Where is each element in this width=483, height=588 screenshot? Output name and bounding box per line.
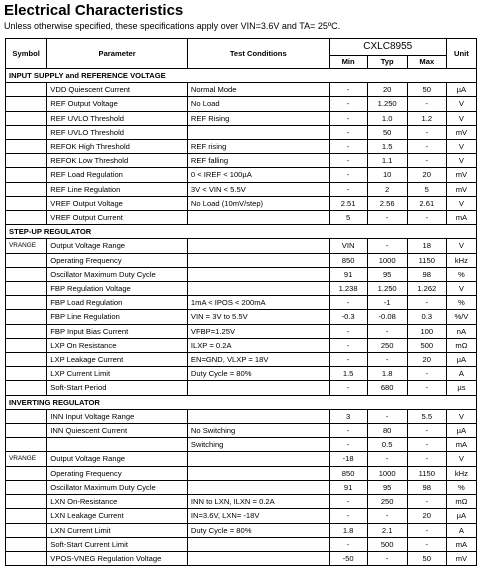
- parameter-cell: Soft-Start Current Limit: [47, 537, 188, 551]
- unit-cell: %/V: [446, 310, 476, 324]
- table-row: [6, 310, 477, 324]
- max-cell: -: [407, 537, 446, 551]
- condition-cell: VFBP=1.25V: [187, 324, 329, 338]
- max-cell: 1.262: [407, 282, 446, 296]
- condition-cell: REF Rising: [187, 111, 329, 125]
- symbol-cell: [6, 182, 47, 196]
- max-cell: -: [407, 367, 446, 381]
- max-cell: 98: [407, 267, 446, 281]
- unit-cell: mV: [446, 551, 476, 565]
- parameter-cell: REF UVLO Threshold: [47, 111, 188, 125]
- typ-cell: 1.1: [367, 154, 407, 168]
- parameter-cell: LXN On-Resistance: [47, 495, 188, 509]
- symbol-cell: [6, 409, 47, 423]
- condition-cell: ILXP = 0.2A: [187, 338, 329, 352]
- parameter-cell: FBP Load Regulation: [47, 296, 188, 310]
- section-title: INVERTING REGULATOR: [6, 395, 477, 409]
- table-row: [6, 353, 477, 367]
- page-subtitle: Unless otherwise specified, these specifications apply over VIN=3.6V and TA= 25ºC.: [4, 21, 341, 31]
- typ-cell: 1000: [367, 466, 407, 480]
- symbol-cell: [6, 424, 47, 438]
- max-cell: 100: [407, 324, 446, 338]
- table-row: [6, 83, 477, 97]
- table-row: [6, 253, 477, 267]
- unit-cell: mΩ: [446, 338, 476, 352]
- symbol-cell: [6, 438, 47, 452]
- parameter-cell: LXN Current Limit: [47, 523, 188, 537]
- parameter-cell: Oscillator Maximum Duty Cycle: [47, 480, 188, 494]
- parameter-cell: VREF Output Current: [47, 211, 188, 225]
- header-max: Max: [407, 56, 446, 69]
- symbol-cell: VRANGE: [6, 452, 47, 466]
- max-cell: 500: [407, 338, 446, 352]
- table-row: [6, 466, 477, 480]
- condition-cell: Duty Cycle = 80%: [187, 367, 329, 381]
- unit-cell: nA: [446, 324, 476, 338]
- typ-cell: -1: [367, 296, 407, 310]
- typ-cell: 250: [367, 338, 407, 352]
- symbol-cell: [6, 324, 47, 338]
- max-cell: -: [407, 424, 446, 438]
- table-row: [6, 509, 477, 523]
- min-cell: -: [329, 424, 367, 438]
- typ-cell: 250: [367, 495, 407, 509]
- condition-cell: [187, 381, 329, 395]
- condition-cell: [187, 452, 329, 466]
- unit-cell: µA: [446, 353, 476, 367]
- symbol-cell: [6, 523, 47, 537]
- table-row: [6, 523, 477, 537]
- typ-cell: 1.5: [367, 140, 407, 154]
- unit-cell: %: [446, 480, 476, 494]
- typ-cell: 95: [367, 480, 407, 494]
- min-cell: -: [329, 97, 367, 111]
- unit-cell: mA: [446, 438, 476, 452]
- max-cell: 0.3: [407, 310, 446, 324]
- parameter-cell: INN Input Voltage Range: [47, 409, 188, 423]
- min-cell: -: [329, 381, 367, 395]
- condition-cell: [187, 409, 329, 423]
- max-cell: -: [407, 296, 446, 310]
- condition-cell: No Load: [187, 97, 329, 111]
- symbol-cell: [6, 125, 47, 139]
- symbol-cell: [6, 353, 47, 367]
- max-cell: 2.61: [407, 196, 446, 210]
- header-min: Min: [329, 56, 367, 69]
- symbol-cell: [6, 196, 47, 210]
- max-cell: 50: [407, 83, 446, 97]
- symbol-cell: [6, 466, 47, 480]
- table-row: [6, 480, 477, 494]
- condition-cell: [187, 239, 329, 253]
- table-row: [6, 409, 477, 423]
- max-cell: 5: [407, 182, 446, 196]
- typ-cell: 10: [367, 168, 407, 182]
- min-cell: -50: [329, 551, 367, 565]
- max-cell: 1150: [407, 253, 446, 267]
- max-cell: 5.5: [407, 409, 446, 423]
- table-row: [6, 168, 477, 182]
- condition-cell: [187, 211, 329, 225]
- min-cell: 1.5: [329, 367, 367, 381]
- parameter-cell: LXP Leakage Current: [47, 353, 188, 367]
- unit-cell: V: [446, 282, 476, 296]
- header-parameter: Parameter: [47, 39, 188, 69]
- min-cell: -: [329, 111, 367, 125]
- condition-cell: INN to LXN, ILXN = 0.2A: [187, 495, 329, 509]
- typ-cell: 2.56: [367, 196, 407, 210]
- unit-cell: V: [446, 97, 476, 111]
- section-title: INPUT SUPPLY and REFERENCE VOLTAGE: [6, 69, 477, 83]
- typ-cell: 1.250: [367, 97, 407, 111]
- condition-cell: [187, 537, 329, 551]
- typ-cell: 50: [367, 125, 407, 139]
- table-body: [6, 69, 477, 566]
- unit-cell: V: [446, 239, 476, 253]
- condition-cell: [187, 282, 329, 296]
- unit-cell: A: [446, 523, 476, 537]
- min-cell: 2.51: [329, 196, 367, 210]
- table-row: [6, 282, 477, 296]
- min-cell: -: [329, 140, 367, 154]
- unit-cell: V: [446, 409, 476, 423]
- symbol-cell: VRANGE: [6, 239, 47, 253]
- symbol-cell: [6, 296, 47, 310]
- table-row: [6, 111, 477, 125]
- unit-cell: mA: [446, 537, 476, 551]
- condition-cell: VIN = 3V to 5.5V: [187, 310, 329, 324]
- unit-cell: V: [446, 196, 476, 210]
- section-header-row: [6, 395, 477, 409]
- max-cell: -: [407, 154, 446, 168]
- symbol-cell: [6, 211, 47, 225]
- typ-cell: 2: [367, 182, 407, 196]
- table-row: [6, 338, 477, 352]
- table-row: [6, 424, 477, 438]
- unit-cell: mV: [446, 125, 476, 139]
- max-cell: -: [407, 523, 446, 537]
- table-row: [6, 196, 477, 210]
- typ-cell: 20: [367, 83, 407, 97]
- unit-cell: mV: [446, 168, 476, 182]
- typ-cell: 95: [367, 267, 407, 281]
- table-row: [6, 182, 477, 196]
- max-cell: -: [407, 381, 446, 395]
- parameter-cell: Operating Frequency: [47, 466, 188, 480]
- min-cell: 1.8: [329, 523, 367, 537]
- table-row: [6, 452, 477, 466]
- min-cell: 5: [329, 211, 367, 225]
- symbol-cell: [6, 282, 47, 296]
- min-cell: -: [329, 125, 367, 139]
- min-cell: 850: [329, 253, 367, 267]
- table-row: [6, 495, 477, 509]
- typ-cell: 2.1: [367, 523, 407, 537]
- max-cell: -: [407, 140, 446, 154]
- symbol-cell: [6, 310, 47, 324]
- min-cell: -: [329, 154, 367, 168]
- parameter-cell: FBP Regulation Voltage: [47, 282, 188, 296]
- symbol-cell: [6, 551, 47, 565]
- unit-cell: µs: [446, 381, 476, 395]
- unit-cell: %: [446, 267, 476, 281]
- symbol-cell: [6, 480, 47, 494]
- header-test-conditions: Test Conditions: [187, 39, 329, 69]
- typ-cell: -: [367, 409, 407, 423]
- condition-cell: [187, 267, 329, 281]
- min-cell: -: [329, 338, 367, 352]
- min-cell: -: [329, 537, 367, 551]
- parameter-cell: FBP Input Bias Current: [47, 324, 188, 338]
- min-cell: -: [329, 83, 367, 97]
- table-row: [6, 239, 477, 253]
- unit-cell: kHz: [446, 253, 476, 267]
- symbol-cell: [6, 367, 47, 381]
- max-cell: 98: [407, 480, 446, 494]
- typ-cell: 1.0: [367, 111, 407, 125]
- min-cell: -: [329, 182, 367, 196]
- min-cell: 91: [329, 267, 367, 281]
- typ-cell: -: [367, 551, 407, 565]
- min-cell: 91: [329, 480, 367, 494]
- unit-cell: kHz: [446, 466, 476, 480]
- typ-cell: 0.5: [367, 438, 407, 452]
- table-row: [6, 211, 477, 225]
- symbol-cell: [6, 154, 47, 168]
- condition-cell: EN=GND, VLXP = 18V: [187, 353, 329, 367]
- parameter-cell: Oscillator Maximum Duty Cycle: [47, 267, 188, 281]
- symbol-cell: [6, 338, 47, 352]
- condition-cell: Switching: [187, 438, 329, 452]
- typ-cell: -: [367, 353, 407, 367]
- parameter-cell: FBP Line Regulation: [47, 310, 188, 324]
- max-cell: -: [407, 495, 446, 509]
- symbol-cell: [6, 83, 47, 97]
- typ-cell: 1.250: [367, 282, 407, 296]
- parameter-cell: LXN Leakage Current: [47, 509, 188, 523]
- parameter-cell: REF Load Regulation: [47, 168, 188, 182]
- parameter-cell: Soft-Start Period: [47, 381, 188, 395]
- unit-cell: µA: [446, 424, 476, 438]
- parameter-cell: LXP Current Limit: [47, 367, 188, 381]
- table-row: [6, 296, 477, 310]
- min-cell: -18: [329, 452, 367, 466]
- condition-cell: IN=3.6V, LXN= -18V: [187, 509, 329, 523]
- min-cell: -: [329, 438, 367, 452]
- symbol-cell: [6, 537, 47, 551]
- symbol-cell: [6, 495, 47, 509]
- condition-cell: REF falling: [187, 154, 329, 168]
- max-cell: -: [407, 211, 446, 225]
- unit-cell: V: [446, 452, 476, 466]
- condition-cell: No Load (10mV/step): [187, 196, 329, 210]
- max-cell: 20: [407, 509, 446, 523]
- max-cell: 1.2: [407, 111, 446, 125]
- table-row: [6, 367, 477, 381]
- unit-cell: mΩ: [446, 495, 476, 509]
- typ-cell: -: [367, 452, 407, 466]
- unit-cell: V: [446, 140, 476, 154]
- parameter-cell: REF Line Regulation: [47, 182, 188, 196]
- min-cell: -: [329, 168, 367, 182]
- max-cell: 18: [407, 239, 446, 253]
- parameter-cell: VREF Output Voltage: [47, 196, 188, 210]
- max-cell: -: [407, 97, 446, 111]
- header-typ: Typ: [367, 56, 407, 69]
- section-title: STEP-UP REGULATOR: [6, 225, 477, 239]
- parameter-cell: Output Voltage Range: [47, 239, 188, 253]
- parameter-cell: [47, 438, 188, 452]
- section-header-row: [6, 225, 477, 239]
- max-cell: -: [407, 438, 446, 452]
- max-cell: 1150: [407, 466, 446, 480]
- symbol-cell: [6, 140, 47, 154]
- max-cell: 20: [407, 353, 446, 367]
- min-cell: -0.3: [329, 310, 367, 324]
- symbol-cell: [6, 253, 47, 267]
- min-cell: -: [329, 509, 367, 523]
- min-cell: -: [329, 353, 367, 367]
- unit-cell: µA: [446, 83, 476, 97]
- symbol-cell: [6, 168, 47, 182]
- unit-cell: mA: [446, 211, 476, 225]
- unit-cell: A: [446, 367, 476, 381]
- table-row: [6, 140, 477, 154]
- max-cell: -: [407, 452, 446, 466]
- symbol-cell: [6, 509, 47, 523]
- header-symbol: Symbol: [6, 39, 47, 69]
- typ-cell: 1000: [367, 253, 407, 267]
- condition-cell: No Switching: [187, 424, 329, 438]
- min-cell: 1.238: [329, 282, 367, 296]
- table-row: [6, 97, 477, 111]
- parameter-cell: VPOS-VNEG Regulation Voltage: [47, 551, 188, 565]
- header-unit: Unit: [446, 39, 476, 69]
- symbol-cell: [6, 111, 47, 125]
- min-cell: -: [329, 324, 367, 338]
- section-header-row: [6, 69, 477, 83]
- unit-cell: V: [446, 154, 476, 168]
- symbol-cell: [6, 381, 47, 395]
- condition-cell: 0 < IREF < 100µA: [187, 168, 329, 182]
- min-cell: 850: [329, 466, 367, 480]
- table-row: [6, 381, 477, 395]
- parameter-cell: Output Voltage Range: [47, 452, 188, 466]
- typ-cell: -: [367, 509, 407, 523]
- condition-cell: 3V < VIN < 5.5V: [187, 182, 329, 196]
- table-row: [6, 154, 477, 168]
- table-row: [6, 324, 477, 338]
- min-cell: VIN: [329, 239, 367, 253]
- parameter-cell: REFOK Low Threshold: [47, 154, 188, 168]
- condition-cell: [187, 551, 329, 565]
- max-cell: 20: [407, 168, 446, 182]
- parameter-cell: INN Quiescent Current: [47, 424, 188, 438]
- electrical-characteristics-table: [5, 38, 477, 566]
- condition-cell: [187, 253, 329, 267]
- condition-cell: [187, 125, 329, 139]
- typ-cell: -0.08: [367, 310, 407, 324]
- min-cell: -: [329, 495, 367, 509]
- condition-cell: 1mA < IPOS < 200mA: [187, 296, 329, 310]
- parameter-cell: REF Output Voltage: [47, 97, 188, 111]
- typ-cell: -: [367, 239, 407, 253]
- parameter-cell: REFOK High Threshold: [47, 140, 188, 154]
- typ-cell: 1.8: [367, 367, 407, 381]
- min-cell: 3: [329, 409, 367, 423]
- page-title: Electrical Characteristics: [4, 2, 184, 19]
- table-header: [6, 39, 477, 69]
- parameter-cell: LXP On Resistance: [47, 338, 188, 352]
- typ-cell: -: [367, 211, 407, 225]
- typ-cell: 500: [367, 537, 407, 551]
- table-row: [6, 267, 477, 281]
- typ-cell: -: [367, 324, 407, 338]
- table-row: [6, 537, 477, 551]
- max-cell: 50: [407, 551, 446, 565]
- condition-cell: [187, 466, 329, 480]
- unit-cell: V: [446, 111, 476, 125]
- typ-cell: 80: [367, 424, 407, 438]
- parameter-cell: REF UVLO Threshold: [47, 125, 188, 139]
- symbol-cell: [6, 267, 47, 281]
- condition-cell: Normal Mode: [187, 83, 329, 97]
- table-row: [6, 551, 477, 565]
- unit-cell: µA: [446, 509, 476, 523]
- table-row: [6, 438, 477, 452]
- symbol-cell: [6, 97, 47, 111]
- unit-cell: %: [446, 296, 476, 310]
- max-cell: -: [407, 125, 446, 139]
- condition-cell: [187, 480, 329, 494]
- header-part-number: CXLC8955: [329, 39, 446, 56]
- parameter-cell: Operating Frequency: [47, 253, 188, 267]
- min-cell: -: [329, 296, 367, 310]
- condition-cell: Duty Cycle = 80%: [187, 523, 329, 537]
- condition-cell: REF rising: [187, 140, 329, 154]
- parameter-cell: VDD Quiescent Current: [47, 83, 188, 97]
- typ-cell: 680: [367, 381, 407, 395]
- table-row: [6, 125, 477, 139]
- unit-cell: mV: [446, 182, 476, 196]
